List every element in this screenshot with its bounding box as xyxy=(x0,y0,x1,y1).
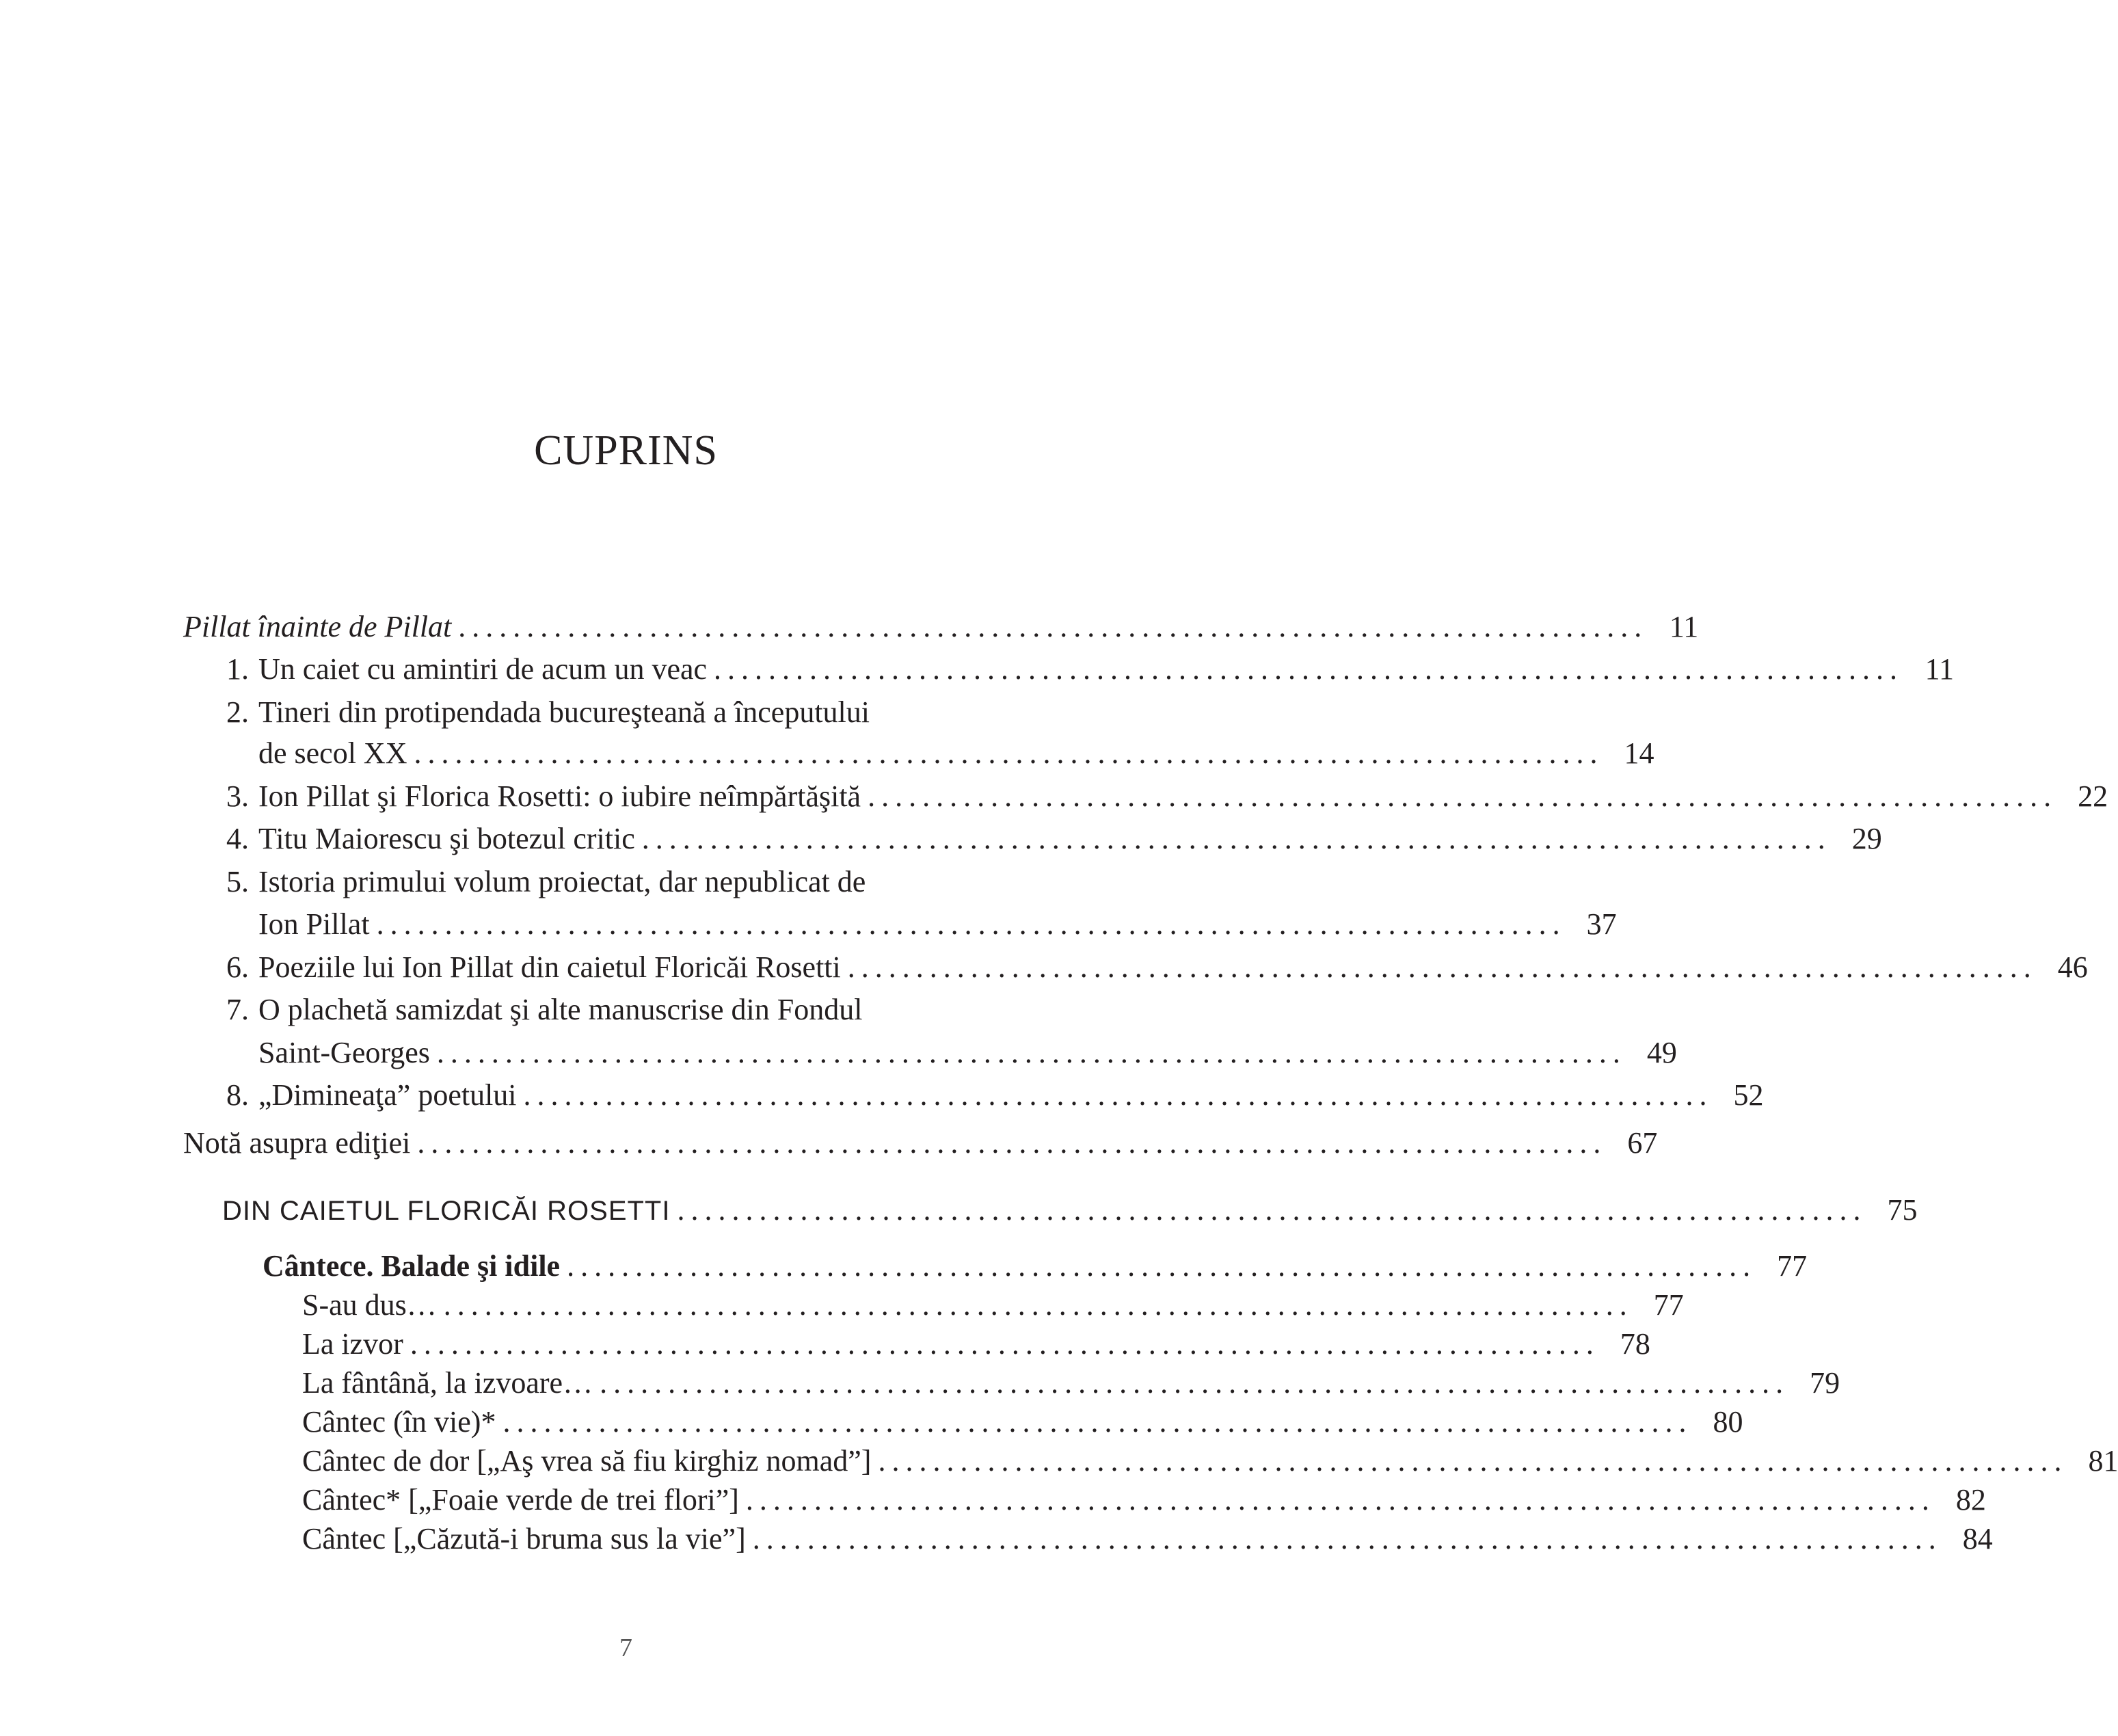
toc-entry[interactable] xyxy=(258,736,1654,774)
page-number: 7 xyxy=(619,1633,632,1662)
leader-dots: ....................................................................................... xyxy=(752,1522,1942,1555)
toc-entry-page: 11 xyxy=(1925,652,1955,686)
toc-entry-edition-note[interactable] xyxy=(183,1126,1658,1164)
toc-entry-title: „Dimineaţa” poetului xyxy=(258,1078,517,1112)
toc-poem-entry[interactable] xyxy=(302,1327,1650,1365)
leader-dots: ....................................................................................... xyxy=(458,610,1648,643)
toc-entry-title: Cântec [„Căzută-i bruma sus la vie”] xyxy=(302,1522,746,1555)
toc-entry-title: Pillat înainte de Pillat xyxy=(183,610,452,643)
toc-entry-page: 22 xyxy=(2078,779,2108,813)
toc-subsection-heading[interactable] xyxy=(263,1249,1808,1287)
toc-entry-page: 67 xyxy=(1627,1126,1658,1160)
toc-entry-page: 77 xyxy=(1653,1288,1684,1322)
toc-section-heading[interactable] xyxy=(222,1193,1918,1231)
toc-entry-page: 29 xyxy=(1851,822,1882,855)
toc-entry-title: Tineri din protipendada bucureşteană a începutului xyxy=(258,695,870,729)
toc-entry-number: 4. xyxy=(226,822,249,855)
leader-dots: ....................................................................................... xyxy=(677,1193,1867,1227)
toc-entry-title: La izvor xyxy=(302,1327,403,1361)
leader-dots: ....................................................................................... xyxy=(868,779,2058,813)
toc-entry-number: 8. xyxy=(226,1078,249,1112)
toc-entry-title: S-au dus… xyxy=(302,1288,437,1322)
toc-entry-title: Titu Maiorescu şi botezul critic xyxy=(258,822,635,855)
leader-dots: ....................................................................................... xyxy=(600,1366,1790,1400)
toc-poem-entry[interactable] xyxy=(302,1288,1684,1326)
toc-entry-number: 3. xyxy=(226,779,249,813)
toc-entry-number: 2. xyxy=(226,695,249,729)
leader-dots: ....................................................................................... xyxy=(567,1249,1757,1283)
toc-poem-entry[interactable] xyxy=(302,1444,2118,1482)
toc-entry-page: 11 xyxy=(1669,610,1699,643)
toc-entry-number: 5. xyxy=(226,865,249,898)
toc-entry-page: 37 xyxy=(1586,907,1617,941)
toc-entry-title: Ion Pillat şi Florica Rosetti: o iubire neîmpărtăşită xyxy=(258,779,861,813)
toc-entry-page: 81 xyxy=(2088,1444,2118,1478)
toc-entry-title-cont: Ion Pillat xyxy=(258,907,370,941)
leader-dots: ....................................................................................... xyxy=(417,1126,1607,1160)
toc-entry-page: 49 xyxy=(1646,1036,1677,1069)
toc-entry-title: O plachetă samizdat şi alte manuscrise din Fondul xyxy=(258,993,863,1026)
toc-entry-title: DIN CAIETUL FLORICĂI ROSETTI xyxy=(222,1196,671,1226)
leader-dots: ....................................................................................... xyxy=(443,1288,1633,1322)
toc-entry-page: 84 xyxy=(1962,1522,1993,1555)
toc-entry[interactable] xyxy=(258,907,1617,945)
leader-dots: ....................................................................................... xyxy=(878,1444,2068,1478)
leader-dots: ....................................................................................... xyxy=(641,822,1832,855)
toc-entry-title-cont: Saint-Georges xyxy=(258,1036,430,1069)
leader-dots: ....................................................................................... xyxy=(502,1405,1693,1439)
leader-dots: ....................................................................................... xyxy=(410,1327,1600,1361)
toc-entry-page: 77 xyxy=(1777,1249,1808,1283)
leader-dots: ....................................................................................... xyxy=(376,907,1566,941)
toc-entry-page: 78 xyxy=(1620,1327,1650,1361)
toc-entry-title: Cântec (în vie)* xyxy=(302,1405,496,1439)
toc-entry-line1[interactable] xyxy=(209,697,870,727)
toc-entry-page: 75 xyxy=(1887,1193,1918,1227)
toc-entry-title: Cântec* [„Foaie verde de trei flori”] xyxy=(302,1483,739,1517)
toc-entry[interactable] xyxy=(209,779,2108,817)
toc-entry-number: 1. xyxy=(226,652,249,686)
toc-entry-title: Istoria primului volum proiectat, dar nepublicat de xyxy=(258,865,866,898)
toc-entry-title: Un caiet cu amintiri de acum un veac xyxy=(258,652,708,686)
leader-dots: ....................................................................................... xyxy=(436,1036,1626,1069)
toc-entry-page: 82 xyxy=(1955,1483,1986,1517)
toc-entry-title: Notă asupra ediţiei xyxy=(183,1126,411,1160)
toc-entry-title-cont: de secol XX xyxy=(258,736,407,770)
toc-entry-title: Poeziile lui Ion Pillat din caietul Floricăi Rosetti xyxy=(258,950,841,984)
toc-entry[interactable] xyxy=(209,822,1882,859)
toc-poem-entry[interactable] xyxy=(302,1366,1840,1404)
toc-entry-number: 7. xyxy=(226,993,249,1026)
toc-poem-entry[interactable] xyxy=(302,1405,1743,1443)
toc-entry-line1[interactable] xyxy=(209,995,862,1025)
toc-entry-page: 14 xyxy=(1624,736,1654,770)
toc-entry-page: 79 xyxy=(1810,1366,1840,1400)
toc-poem-entry[interactable] xyxy=(302,1483,1986,1521)
toc-entry-title: La fântână, la izvoare… xyxy=(302,1366,593,1400)
toc-entry-number: 6. xyxy=(226,950,249,984)
leader-dots: ....................................................................................... xyxy=(523,1078,1713,1112)
leader-dots: ....................................................................................... xyxy=(745,1483,1935,1517)
toc-entry[interactable] xyxy=(209,1078,1764,1116)
leader-dots: ....................................................................................... xyxy=(847,950,2037,984)
toc-poem-entry[interactable] xyxy=(302,1522,1993,1560)
leader-dots: ....................................................................................... xyxy=(714,652,1904,686)
leader-dots: ....................................................................................... xyxy=(414,736,1604,770)
toc-entry-page: 80 xyxy=(1713,1405,1743,1439)
toc-entry[interactable] xyxy=(209,652,1955,690)
toc-entry-page: 46 xyxy=(2057,950,2088,984)
toc-entry[interactable] xyxy=(209,950,2088,988)
toc-entry-page: 52 xyxy=(1733,1078,1764,1112)
page-title: CUPRINS xyxy=(534,427,718,474)
toc-entry[interactable] xyxy=(258,1036,1677,1073)
toc-entry-introduction[interactable] xyxy=(183,610,1699,647)
toc-entry-title: Cântece. Balade şi idile xyxy=(263,1249,561,1283)
toc-entry-title: Cântec de dor [„Aş vrea să fiu kirghiz nomad”] xyxy=(302,1444,872,1478)
toc-entry-line1[interactable] xyxy=(209,867,866,897)
